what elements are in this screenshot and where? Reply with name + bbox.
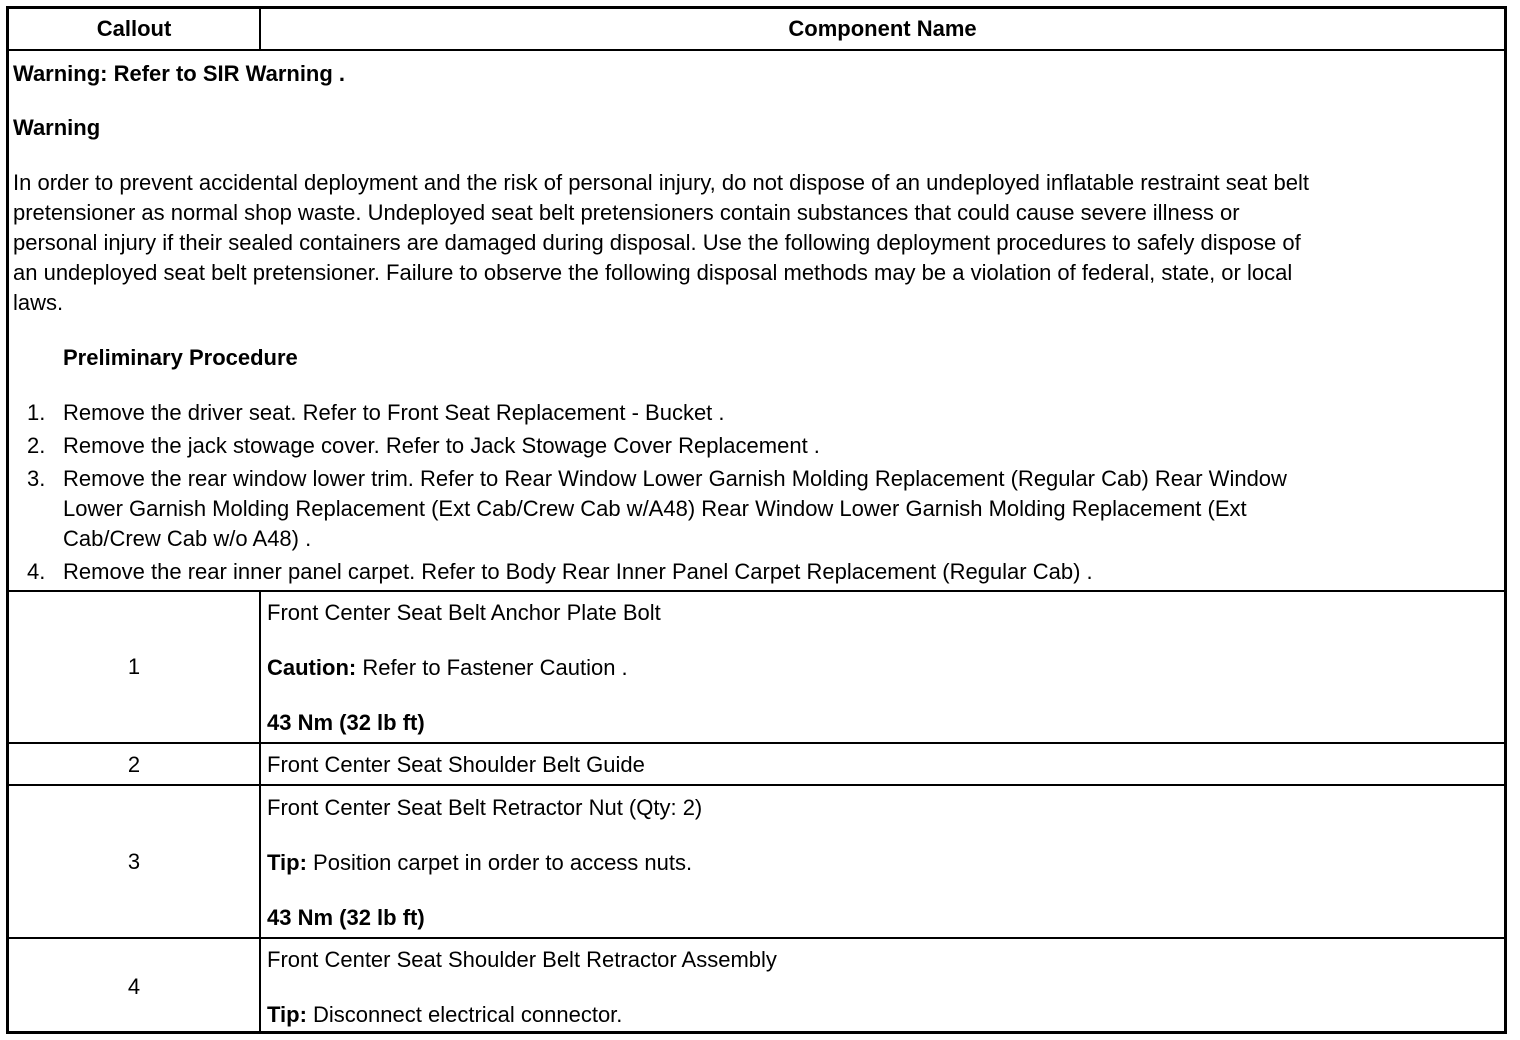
- step-text: Remove the jack stowage cover. Refer to Jack Stowage Cover Replacement .: [63, 433, 820, 458]
- step-text: Lower Garnish Molding Replacement (Ext Cab/Crew Cab w/A48) Rear Window Lower Garnish Molding Replacement (Ext: [63, 496, 1247, 521]
- callout-number: 3: [127, 849, 141, 874]
- step-number: 2.: [27, 433, 46, 458]
- step-number: 3.: [27, 466, 46, 491]
- component-note: [267, 848, 692, 878]
- step-text: Remove the rear inner panel carpet. Refer to Body Rear Inner Panel Carpet Replacement (Regular Cab) .: [63, 559, 1093, 584]
- note-label: Tip:: [267, 850, 307, 875]
- note-text: Position carpet in order to access nuts.: [306, 850, 693, 875]
- step-text: Remove the driver seat. Refer to Front Seat Replacement - Bucket .: [63, 400, 725, 425]
- header-component-name: Component Name: [788, 16, 977, 41]
- component-name: Front Center Seat Belt Anchor Plate Bolt: [267, 600, 661, 625]
- step-number: 1.: [27, 400, 46, 425]
- warning-divider: [9, 590, 1504, 592]
- component-name: Front Center Seat Shoulder Belt Retractor Assembly: [267, 947, 777, 972]
- component-note: [267, 1000, 622, 1030]
- note-label: Tip:: [267, 1002, 307, 1027]
- column-divider: [259, 744, 261, 786]
- warning-line: laws.: [13, 290, 64, 315]
- torque-spec: 43 Nm (32 lb ft): [267, 710, 425, 735]
- warning-reference: Warning: Refer to SIR Warning .: [13, 61, 346, 86]
- column-divider: [259, 786, 261, 938]
- warning-text: [13, 168, 1493, 318]
- component-name: Front Center Seat Shoulder Belt Guide: [267, 752, 645, 777]
- note-text: Refer to Fastener Caution .: [356, 655, 628, 680]
- component-note: [267, 653, 628, 683]
- component-name: Front Center Seat Belt Retractor Nut (Qty: 2): [267, 795, 703, 820]
- warning-title: Warning: [13, 115, 101, 140]
- note-text: Disconnect electrical connector.: [306, 1002, 623, 1027]
- header-callout: Callout: [96, 16, 172, 41]
- step-number: 4.: [27, 559, 46, 584]
- column-divider: [259, 939, 261, 1034]
- row-divider: [9, 742, 1504, 744]
- row-divider: [9, 784, 1504, 786]
- column-divider-header: [259, 9, 261, 49]
- warning-line: pretensioner as normal shop waste. Undeployed seat belt pretensioners contain substances that could cause severe illness or: [13, 200, 1240, 225]
- step-text: Remove the rear window lower trim. Refer to Rear Window Lower Garnish Molding Replacement (Regular Cab) Rear Window: [63, 466, 1287, 491]
- warning-line: an undeployed seat belt pretensioner. Failure to observe the following disposal methods may be a violation of federal, state, or local: [13, 260, 1293, 285]
- note-label: Caution:: [267, 655, 357, 680]
- header-divider: [9, 49, 1504, 51]
- callout-number: 4: [127, 974, 141, 999]
- component-table: [6, 6, 1507, 1034]
- step-text: Cab/Crew Cab w/o A48) .: [63, 526, 312, 551]
- warning-line: personal injury if their sealed containers are damaged during disposal. Use the following deployment procedures to safely dispose of: [13, 230, 1301, 255]
- procedure-title: Preliminary Procedure: [63, 345, 298, 370]
- column-divider: [259, 592, 261, 742]
- torque-spec: 43 Nm (32 lb ft): [267, 905, 425, 930]
- callout-number: 1: [127, 654, 141, 679]
- warning-line: In order to prevent accidental deployment and the risk of personal injury, do not dispose of an undeployed inflatable restraint seat belt: [13, 170, 1309, 195]
- callout-number: 2: [127, 752, 141, 777]
- row-divider: [9, 937, 1504, 939]
